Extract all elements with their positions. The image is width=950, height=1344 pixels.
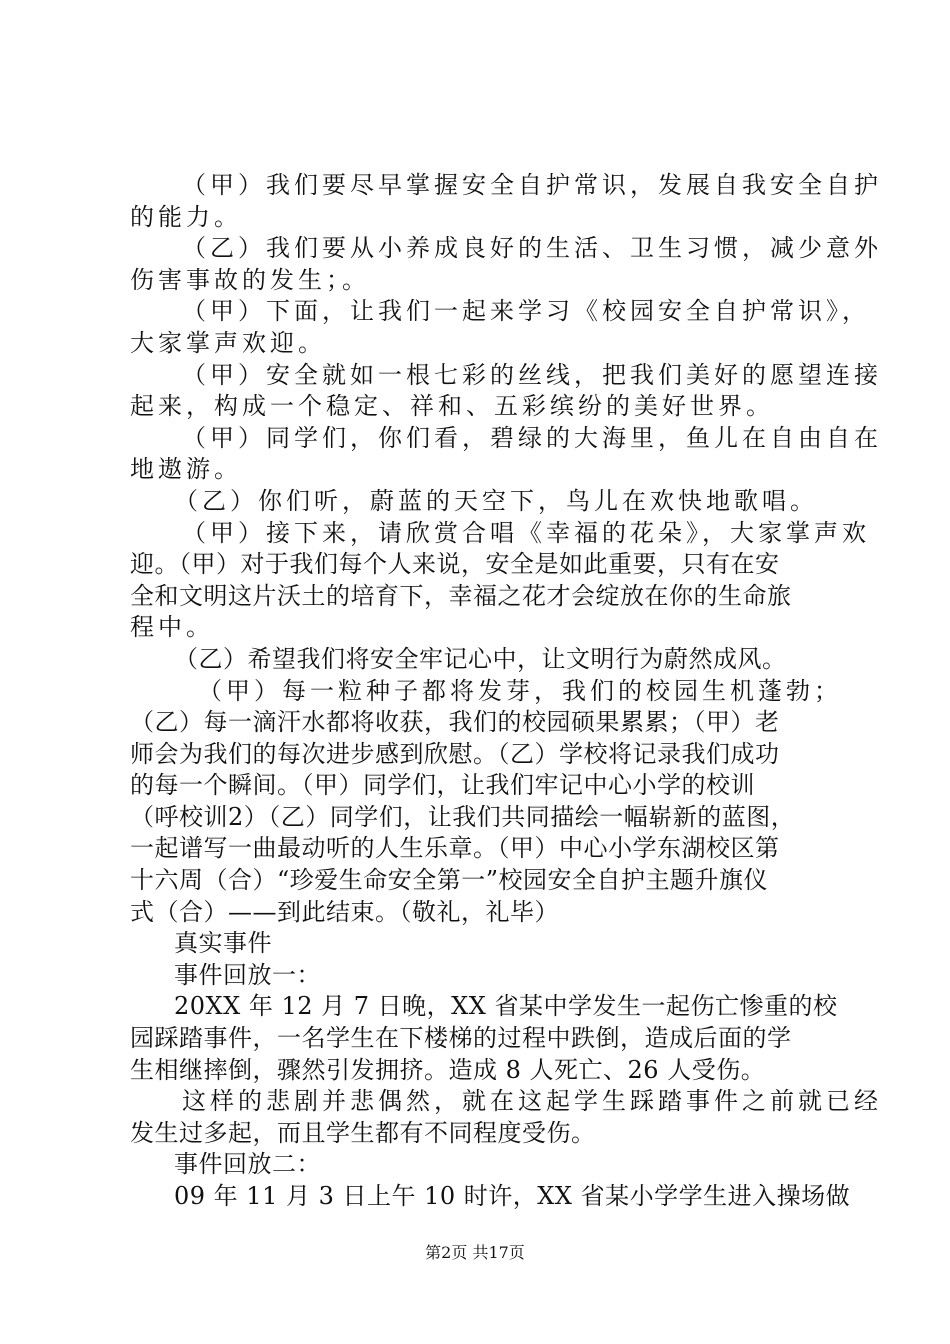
text-line: 全和文明这片沃土的培育下，幸福之花才会绽放在你的生命旅: [130, 581, 792, 610]
text-line: 伤害事故的发生；。: [130, 265, 370, 294]
text-line: 的每一个瞬间。（甲）同学们，让我们牢记中心小学的校训: [130, 771, 755, 800]
text-line: 起来，构成一个稳定、祥和、五彩缤纷的美好世界。: [130, 392, 774, 421]
text-line: 大家掌声欢迎。: [130, 328, 326, 357]
text-line: （乙）每一滴汗水都将收获，我们的校园硕果累累；（甲）老: [130, 708, 780, 737]
text-line: （甲）我们要尽早掌握安全自护常识，发展自我安全自护: [182, 171, 882, 199]
page-footer: 第2页 共17页: [425, 1243, 525, 1262]
text-line: （甲）同学们，你们看，碧绿的大海里，鱼儿在自由自在: [182, 423, 882, 452]
text-line: 生相继摔倒，骤然引发拥挤。造成 8 人死亡、26 人受伤。: [130, 1055, 766, 1084]
event-heading: 事件回放二：: [174, 1150, 321, 1179]
event-heading: 事件回放一：: [174, 960, 321, 989]
text-line: （乙）你们听，蔚蓝的天空下，鸟儿在欢快地歌唱。: [174, 486, 818, 515]
text-line: 的能力。: [130, 202, 242, 231]
text-line: （甲）每一粒种子都将发芽，我们的校园生机蓬勃；: [198, 676, 842, 705]
text-line: 20XX 年 12 月 7 日晚，XX 省某中学发生一起伤亡惨重的校: [174, 992, 838, 1021]
text-line: 地遨游。: [130, 455, 242, 484]
text-line: 十六周（合）“珍爱生命安全第一”校园安全自护主题升旗仪: [130, 866, 769, 895]
text-line: （甲）下面，让我们一起来学习《校园安全自护常识》，: [182, 297, 870, 326]
text-line: 师会为我们的每次进步感到欣慰。（乙）学校将记录我们成功: [130, 739, 780, 768]
text-line: （乙）希望我们将安全牢记心中，让文明行为蔚然成风。: [174, 644, 787, 673]
text-line: 一起谱写一曲最动听的人生乐章。（甲）中心小学东湖校区第: [130, 834, 780, 863]
text-line: 程中。: [130, 613, 214, 642]
text-line: 发生过多起，而且学生都有不同程度受伤。: [130, 1118, 596, 1147]
text-line: （乙）我们要从小养成良好的生活、卫生习惯，减少意外: [182, 234, 882, 263]
text-line: （呼校训2）（乙）同学们，让我们共同描绘一幅崭新的蓝图，: [130, 802, 796, 831]
text-line: 式（合）——到此结束。（敬礼，礼毕）: [130, 897, 559, 926]
text-line: 迎。（甲）对于我们每个人来说，安全是如此重要，只有在安: [130, 550, 780, 579]
document-body: [130, 170, 882, 1213]
text-line: 园踩踏事件，一名学生在下楼梯的过程中跌倒，造成后面的学: [130, 1024, 792, 1053]
section-heading: 真实事件: [174, 929, 272, 958]
text-line: 09 年 11 月 3 日上午 10 时许，XX 省某小学学生进入操场做: [174, 1182, 851, 1210]
text-line: 这样的悲剧并悲偶然，就在这起学生踩踏事件之前就已经: [182, 1087, 882, 1116]
text-line: （甲）安全就如一根七彩的丝线，把我们美好的愿望连接: [182, 360, 882, 389]
text-line: （甲）接下来，请欣赏合唱《幸福的花朵》，大家掌声欢: [182, 518, 870, 547]
